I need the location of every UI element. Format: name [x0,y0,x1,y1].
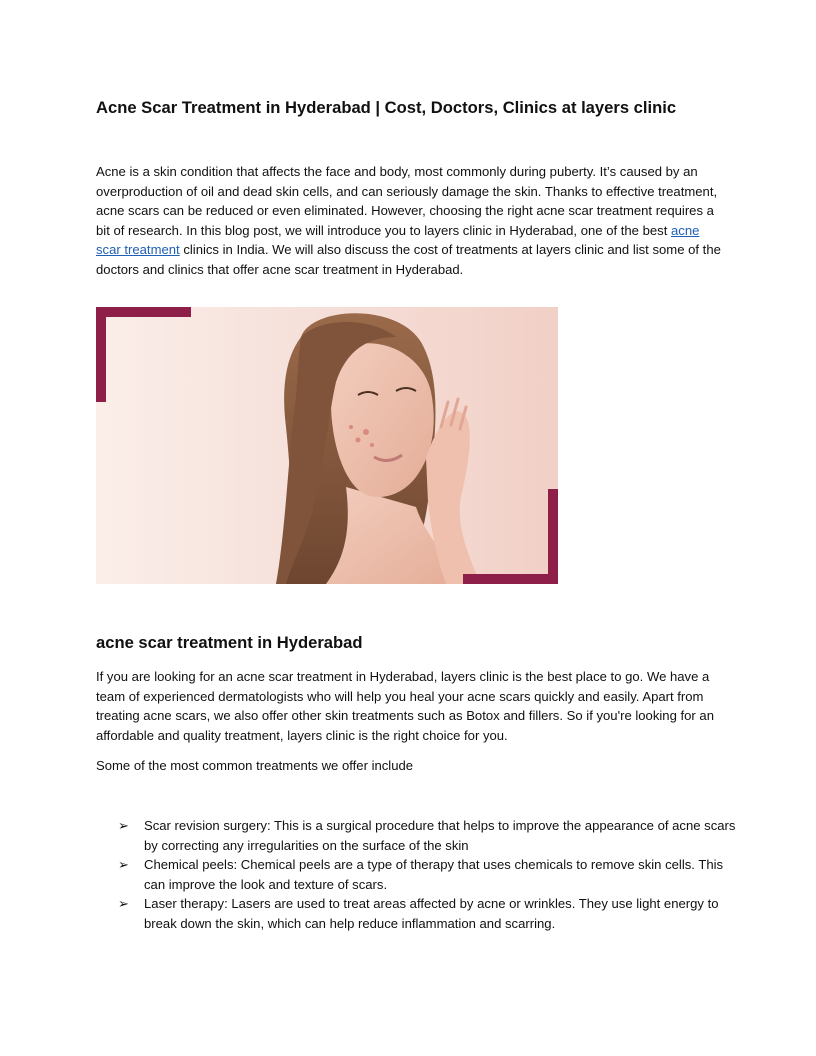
arrow-bullet-icon: ➢ [118,818,129,833]
frame-corner-top-left-vertical [96,307,106,402]
woman-skin-photo [96,307,558,584]
arrow-bullet-icon: ➢ [118,857,129,873]
section-heading: acne scar treatment in Hyderabad [96,633,363,652]
treatment-text: Scar revision surgery: This is a surgical procedure that helps to improve the appearance of acne scars by correcting any irregularities on the surface of the skin [144,818,736,853]
treatment-text: Laser therapy: Lasers are used to treat areas affected by acne or wrinkles. They use light energy to break down the skin, which can help reduce inflammation and scarring. [144,896,719,931]
list-item [118,816,738,855]
treatments-list [118,816,738,934]
list-item [118,894,738,933]
list-intro: Some of the most common treatments we offer include [96,758,414,773]
acne-scar-treatment-link[interactable]: acne scar treatment [96,222,700,258]
intro-text-end: clinics in India. We will also discuss the cost of treatments at layers clinic and list some of the doctors and clinics that offer acne scar treatment in Hyderabad. [96,242,721,277]
frame-corner-top-left [96,307,191,317]
page-title: Acne Scar Treatment in Hyderabad | Cost, Doctors, Clinics at layers clinic [96,98,677,117]
woman-portrait-illustration [96,307,558,584]
section-paragraph: If you are looking for an acne scar treatment in Hyderabad, layers clinic is the best place to go. We have a team of experienced dermatologists who will help you heal your acne scars quickly and easily. Apart from treating acne scars, we also offer other skin treatments such as Botox and fillers. So if you're looking for an affordable and quality treatment, layers clinic is the right choice for you. [96,669,714,743]
arrow-bullet-icon: ➢ [118,896,129,912]
frame-corner-bottom-right-vertical [548,489,558,584]
list-item [118,855,738,894]
frame-corner-bottom-right [463,574,558,584]
treatment-text: Chemical peels: Chemical peels are a type of therapy that uses chemicals to remove skin cells. This can improve the look and texture of scars. [144,857,724,892]
intro-paragraph [96,162,724,280]
intro-text-start: Acne is a skin condition that affects the face and body, most commonly during puberty. It’s caused by an overproduction of oil and dead skin cells, and can seriously damage the skin. Thanks to effective treatment, acne scars can be reduced or even eliminated. However, choosing the right acne scar treatment requires a bit of research. In this blog post, we will introduce you to layers clinic in Hyderabad, one of the best [96,164,718,238]
